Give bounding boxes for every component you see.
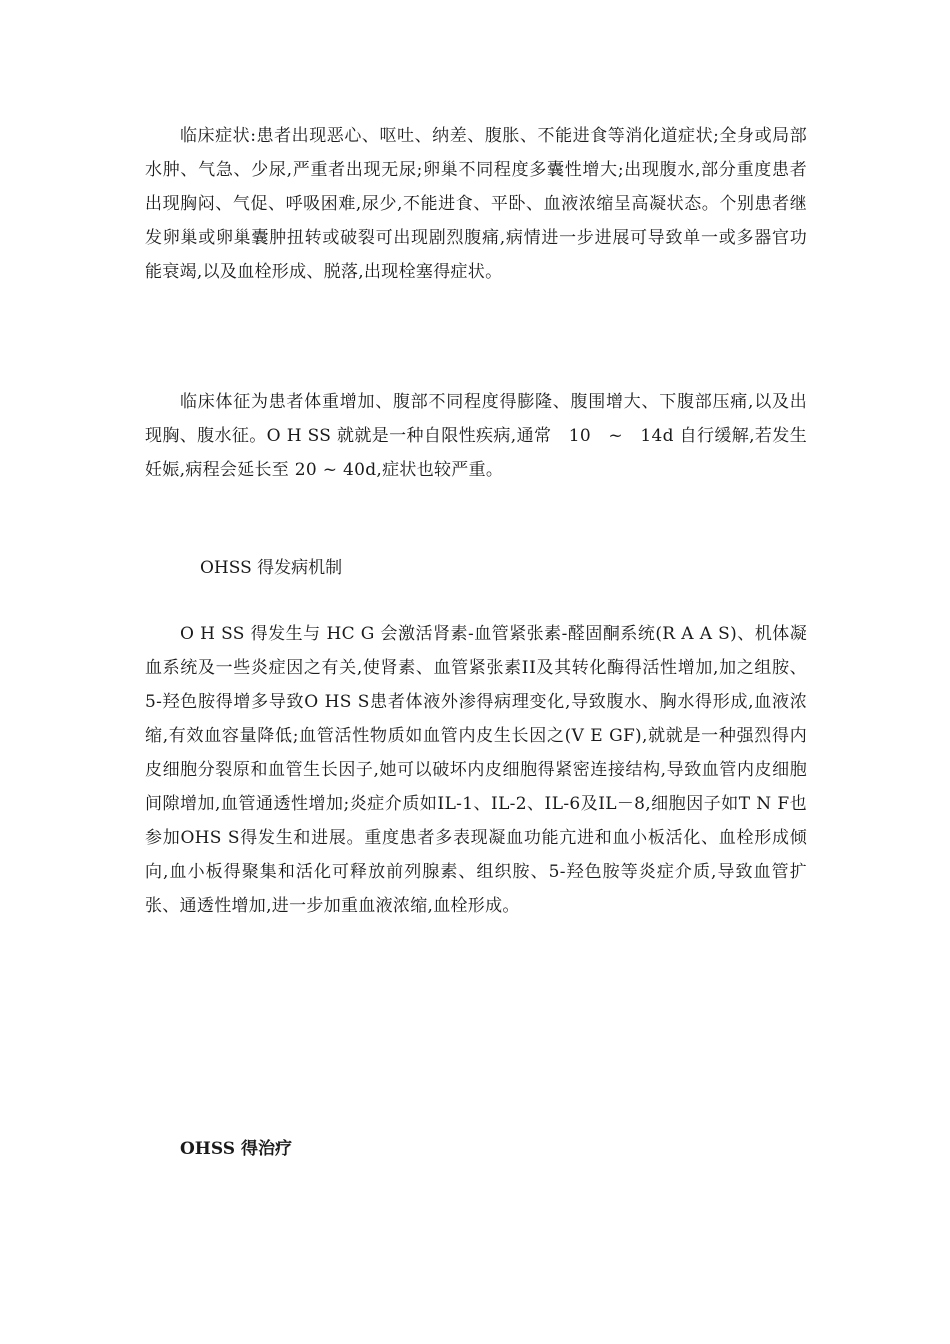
paragraph-clinical-signs: 临床体征为患者体重增加、腹部不同程度得膨隆、腹围增大、下腹部压痛,以及出现胸、腹水征。O H SS 就就是一种自限性疾病,通常 10 ~ 14d 自行缓解,若发生妊娠,病程会延长至 20 ~ 40d,症状也较严重。 (145, 392, 807, 480)
paragraph-clinical-symptoms: 临床症状:患者出现恶心、呕吐、纳差、腹胀、不能进食等消化道症状;全身或局部水肿、气急、少尿,严重者出现无尿;卵巢不同程度多囊性增大;出现腹水,部分重度患者出现胸闷、气促、呼吸困难,尿少,不能进食、平卧、血液浓缩呈高凝状态。个别患者继发卵巢或卵巢囊肿扭转或破裂可出现剧烈腹痛,病情进一步进展可导致单一或多器官功能衰竭,以及血栓形成、脱落,出现栓塞得症状。 (145, 126, 807, 282)
heading-treatment: OHSS 得治疗 (180, 1139, 292, 1159)
heading-pathogenesis: OHSS 得发病机制 (200, 558, 343, 578)
paragraph-pathogenesis: O H SS 得发生与 HC G 会激活肾素-血管紧张素-醛固酮系统(R A A S)、机体凝血系统及一些炎症因之有关,使肾素、血管紧张素ⅠⅠ及其转化酶得活性增加,加之组胺、5-羟色胺得增多导致O HS S患者体液外渗得病理变化,导致腹水、胸水得形成,血液浓缩,有效血容量降低;血管活性物质如血管内皮生长因之(V E GF),就就是一种强烈得内皮细胞分裂原和血管生长因子,她可以破坏内皮细胞得紧密连接结构,导致血管内皮细胞间隙增加,血管通透性增加;炎症介质如ⅠL-1、IL-2、ⅠL-6及IL－8,细胞因子如T N F也参加OHS S得发生和进展。重度患者多表现凝血功能亢进和血小板活化、血栓形成倾向,血小板得聚集和活化可释放前列腺素、组织胺、5-羟色胺等炎症介质,导致血管扩张、通透性增加,进一步加重血液浓缩,血栓形成。 (145, 624, 807, 916)
